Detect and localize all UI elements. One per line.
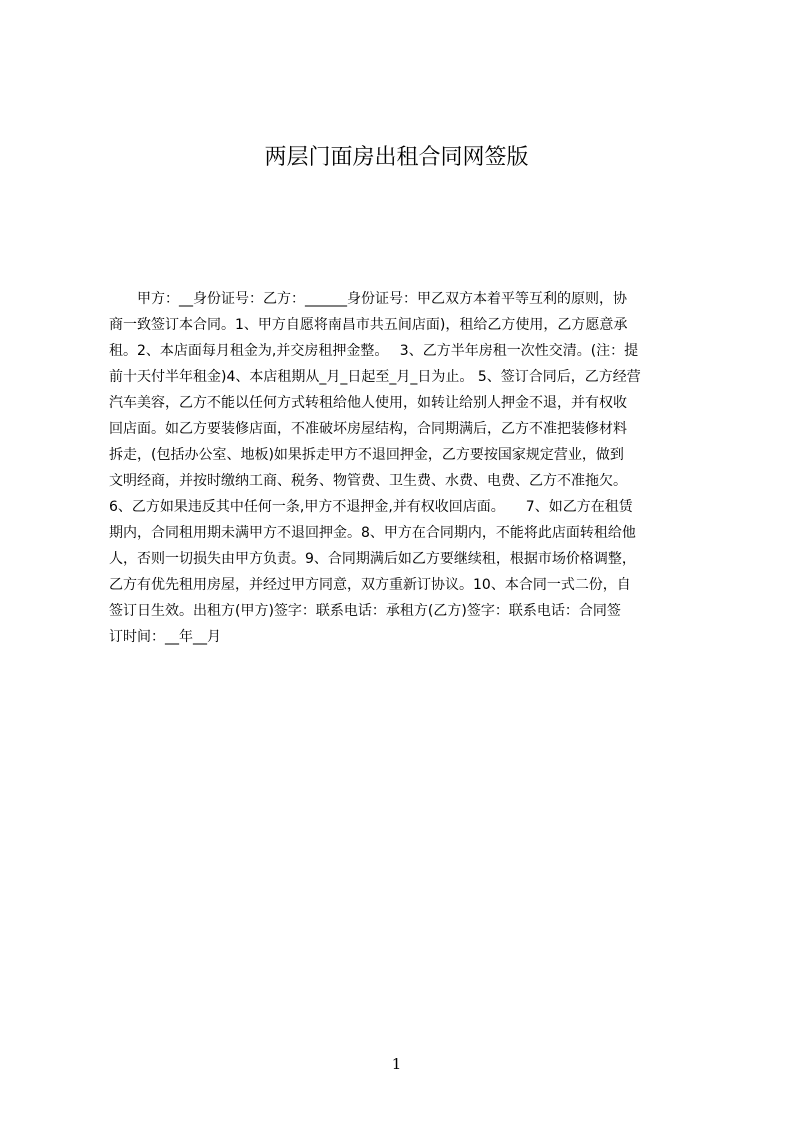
document-title: 两层门面房出租合同网签版 bbox=[264, 145, 529, 170]
body-line: 文明经商，并按时缴纳工商、税务、物管费、卫生费、水费、电费、乙方不准拖欠。 bbox=[109, 473, 627, 489]
body-line: 乙方有优先租用房屋，并经过甲方同意，双方重新订协议。10、本合同一式二份，自 bbox=[109, 577, 631, 593]
body-line: 订时间：__年__月 bbox=[109, 629, 221, 645]
body-line: 拆走，(包括办公室、地板)如果拆走甲方不退回押金，乙方要按国家规定营业，做到 bbox=[109, 447, 624, 463]
body-line: 6、乙方如果违反其中任何一条,甲方不退押金,并有权收回店面。 7、如乙方在租赁 bbox=[109, 499, 633, 515]
body-line: 期内，合同租用期未满甲方不退回押金。8、甲方在合同期内，不能将此店面转租给他 bbox=[109, 525, 636, 541]
contract-body bbox=[109, 286, 696, 666]
page-number: 1 bbox=[391, 1055, 402, 1073]
body-line: 回店面。如乙方要装修店面，不准破坏房屋结构，合同期满后，乙方不准把装修材料 bbox=[109, 421, 627, 437]
body-line: 租。2、本店面每月租金为,并交房租押金整。 3、乙方半年房租一次性交清。(注：提 bbox=[109, 343, 639, 359]
body-line: 签订日生效。出租方(甲方)签字：联系电话：承租方(乙方)签字：联系电话：合同签 bbox=[109, 603, 621, 619]
body-line: 前十天付半年租金)4、本店租期从_月_日起至_月_日为止。 5、签订合同后，乙方经营 bbox=[109, 369, 641, 385]
body-line: 甲方：__身份证号：乙方：______身份证号：甲乙双方本着平等互利的原则，协 bbox=[109, 291, 627, 307]
body-line: 人，否则一切损失由甲方负责。9、合同期满后如乙方要继续租，根据市场价格调整， bbox=[109, 551, 636, 567]
body-line: 汽车美容，乙方不能以任何方式转租给他人使用，如转让给别人押金不退，并有权收 bbox=[109, 395, 627, 411]
body-line: 商一致签订本合同。1、甲方自愿将南昌市共五间店面)，租给乙方使用，乙方愿意承 bbox=[109, 317, 628, 333]
